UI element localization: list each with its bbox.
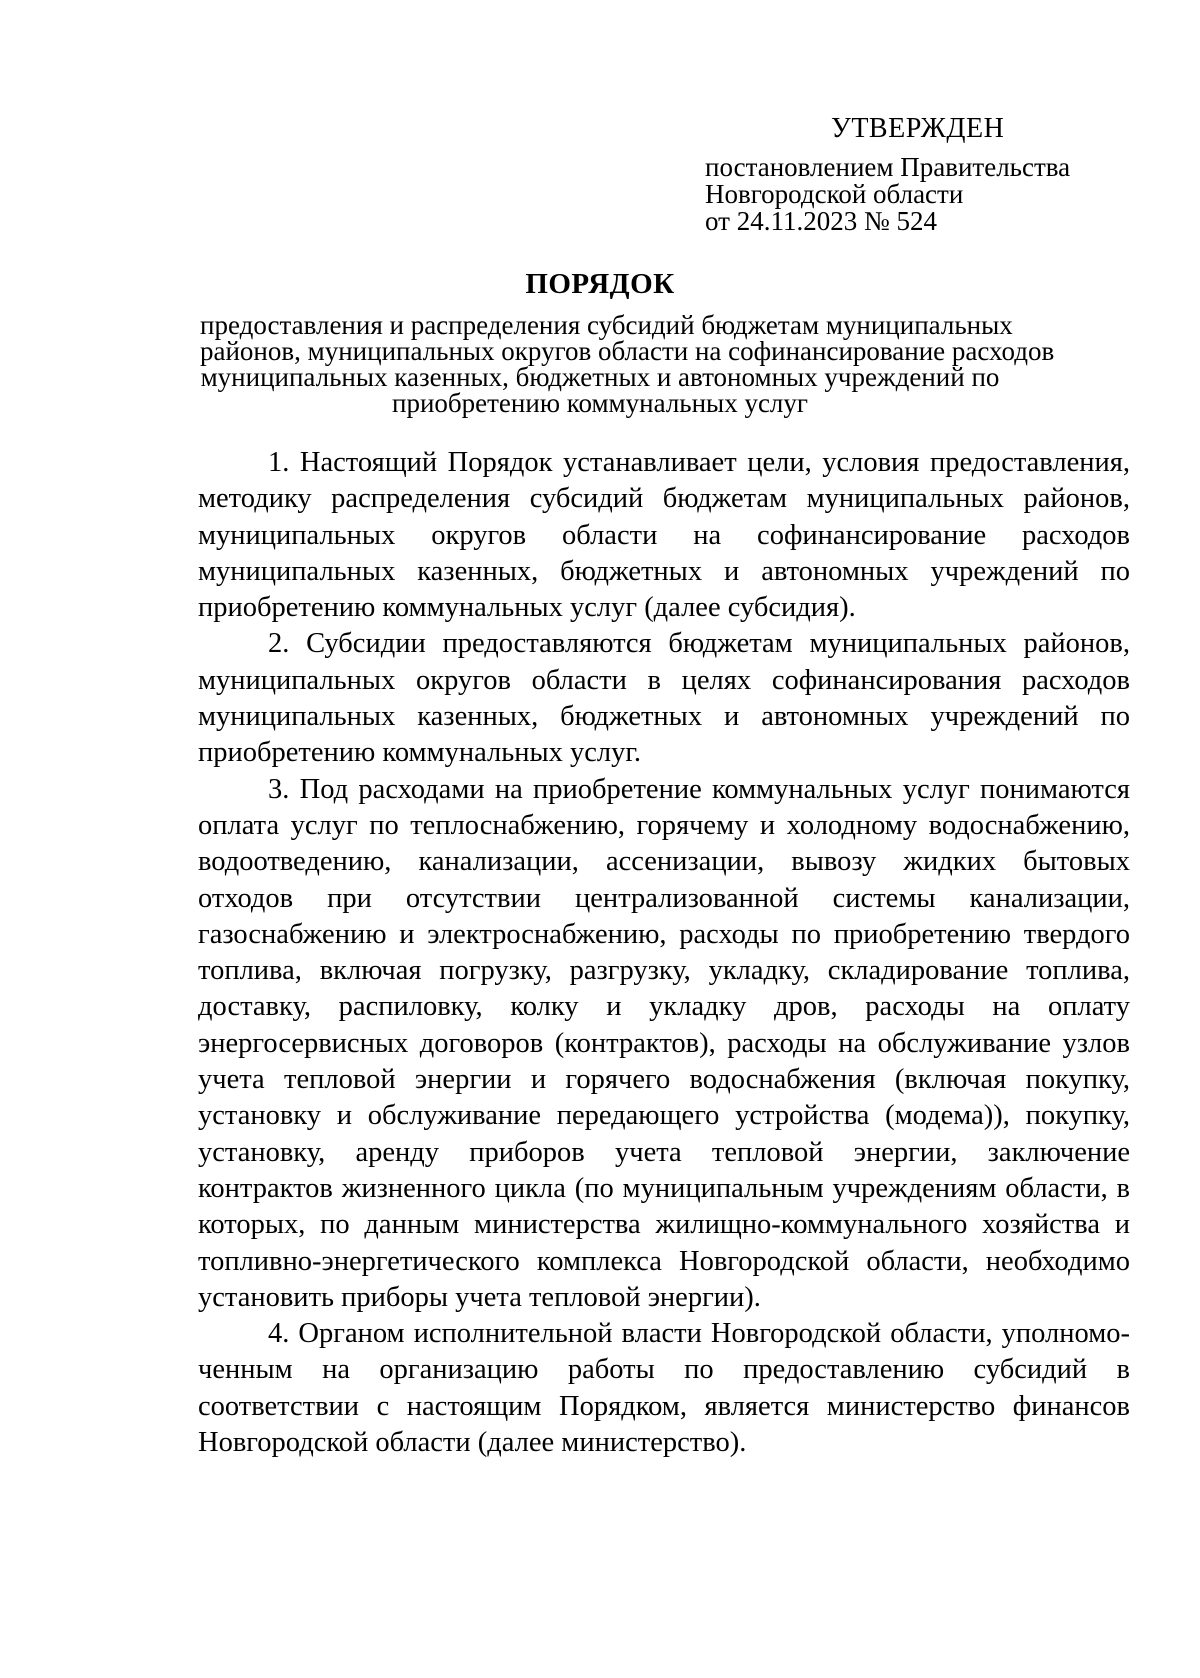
paragraph-3: 3. Под расходами на приобретение коммунальных услуг понимаются оплата услуг по теплоснабжению, горячему и холодному водоснабжению, водоотведению, канализации, ассенизации, вывозу жидких бытовых отходов при отсутствии централизованной системы канализации, газоснабжению и электроснабжению, расходы по приобретению твердого топлива, включая погрузку, разгрузку, укладку, складирование топлива, доставку, распиловку, колку и укладку дров, расходы на оплату энергосервисных договоров (контрактов), расходы на обслуживание узлов учета тепловой энергии и горячего водоснабжения (включая покупку, установку и обслуживание передающего устройства (модема)), покупку, установку, аренду приборов учета тепловой энергии, заключение контрактов жизненного цикла (по муниципальным учреждениям области, в которых, по данным министерства жилищно-коммунального хозяйства и топливно-энергетического комплекса Новгородской области, необходимо установить приборы учета тепловой энергии).: [198, 773, 1130, 1313]
paragraph-4: 4. Органом исполнительной власти Новгородской области, уполномоченным на организацию работы по предоставлению субсидий в соответствии с настоящим Порядком, является министерство финансов Новгородской области (далее министерство).: [198, 1318, 1130, 1459]
approval-stamp-block: [705, 112, 1145, 235]
subtitle-line: предоставления и распределения субсидий бюджетам муниципальных: [200, 310, 1013, 340]
paragraph-1: 1. Настоящий Порядок устанавливает цели, условия предоставления, методику распределения субсидий бюджетам муниципальных районов, муниципальных округов области на софинансирование расходов муниципальных казенных, бюджетных и автономных учреждений по приобретению коммунальных услуг (далее субсидия).: [198, 447, 1130, 624]
document-subtitle: [200, 310, 1055, 418]
subtitle-line: приобретению коммунальных услуг: [392, 388, 808, 418]
approval-heading: УТВЕРЖДЕН: [831, 113, 1005, 144]
approval-line-resolution: постановлением Правительства: [705, 152, 1071, 182]
subtitle-line: районов, муниципальных округов области на софинансирование расходов: [200, 336, 1055, 366]
approval-line-region: Новгородской области: [705, 179, 964, 209]
paragraph-2: 2. Субсидии предоставляются бюджетам муниципальных районов, муниципальных округов области в целях софинансирования расходов муниципальных казенных, бюджетных и автономных учреждений по приобретению коммунальных услуг.: [198, 628, 1130, 769]
document-body: [198, 445, 1130, 1461]
approval-line-date-number: от 24.11.2023 № 524: [705, 206, 937, 236]
subtitle-line: муниципальных казенных, бюджетных и автономных учреждений по: [200, 362, 1000, 392]
document-title: ПОРЯДОК: [525, 268, 675, 300]
